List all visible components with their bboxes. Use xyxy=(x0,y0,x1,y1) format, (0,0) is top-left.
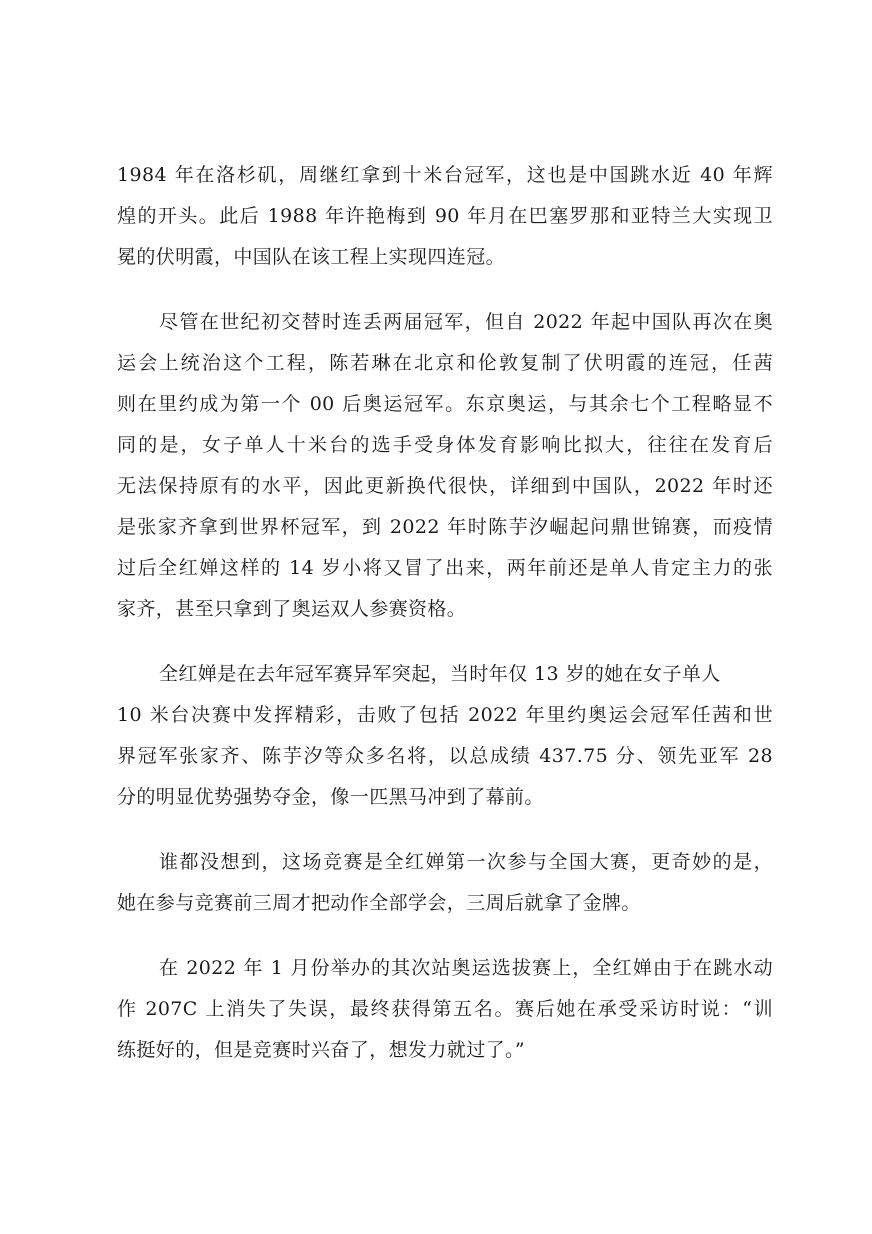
text-line: 她在参与竞赛前三周才把动作全部学会，三周后就拿了金牌。 xyxy=(117,892,641,914)
text-line: 同的是，女子单人十米台的选手受身体发育影响比拟大，往往在发育后 xyxy=(117,434,773,456)
paragraph-4 xyxy=(117,842,773,924)
paragraph-1 xyxy=(117,155,773,278)
paragraph-3 xyxy=(117,654,773,818)
paragraph-5 xyxy=(117,948,773,1071)
text-line: 分的明显优势强势夺金，像一匹黑马冲到了幕前。 xyxy=(117,786,544,808)
text-line: 在 2022 年 1 月份举办的其次站奥运选拔赛上，全红婵由于在跳水动 xyxy=(159,957,773,979)
paragraph-spacer xyxy=(117,924,773,948)
text-line: 谁都没想到，这场竞赛是全红婵第一次参与全国大赛，更奇妙的是， xyxy=(159,851,773,873)
text-line: 1984 年在洛杉矶，周继红拿到十米台冠军，这也是中国跳水近 40 年辉 xyxy=(117,164,773,186)
text-line: 冕的伏明霞，中国队在该工程上实现四连冠。 xyxy=(117,246,506,268)
paragraph-spacer xyxy=(117,818,773,842)
document-page xyxy=(117,155,773,1071)
text-line: 练挺好的，但是竞赛时兴奋了，想发力就过了。” xyxy=(117,1039,526,1061)
text-line: 是张家齐拿到世界杯冠军，到 2022 年时陈芋汐崛起问鼎世锦赛，而疫情 xyxy=(117,516,773,538)
text-line: 无法保持原有的水平，因此更新换代很快，详细到中国队，2022 年时还 xyxy=(117,475,773,497)
text-line: 煌的开头。此后 1988 年许艳梅到 90 年月在巴塞罗那和亚特兰大实现卫 xyxy=(117,205,773,227)
text-line: 10 米台决赛中发挥精彩，击败了包括 2022 年里约奥运会冠军任茜和世 xyxy=(117,704,773,726)
text-line: 尽管在世纪初交替时连丢两届冠军，但自 2022 年起中国队再次在奥 xyxy=(159,311,773,333)
paragraph-spacer xyxy=(117,278,773,302)
paragraph-spacer xyxy=(117,630,773,654)
text-line: 运会上统治这个工程，陈若琳在北京和伦敦复制了伏明霞的连冠，任茜 xyxy=(117,352,773,374)
text-line: 全红婵是在去年冠军赛异军突起，当时年仅 13 岁的她在女子单人 xyxy=(159,663,721,685)
text-line: 过后全红婵这样的 14 岁小将又冒了出来，两年前还是单人肯定主力的张 xyxy=(117,557,773,579)
paragraph-2 xyxy=(117,302,773,630)
text-line: 作 207C 上消失了失误，最终获得第五名。赛后她在承受采访时说：“训 xyxy=(117,998,773,1020)
text-line: 则在里约成为第一个 00 后奥运冠军。东京奥运，与其余七个工程略显不 xyxy=(117,393,773,415)
text-line: 家齐，甚至只拿到了奥运双人参赛资格。 xyxy=(117,598,467,620)
text-line: 界冠军张家齐、陈芋汐等众多名将，以总成绩 437.75 分、领先亚军 28 xyxy=(117,745,773,767)
